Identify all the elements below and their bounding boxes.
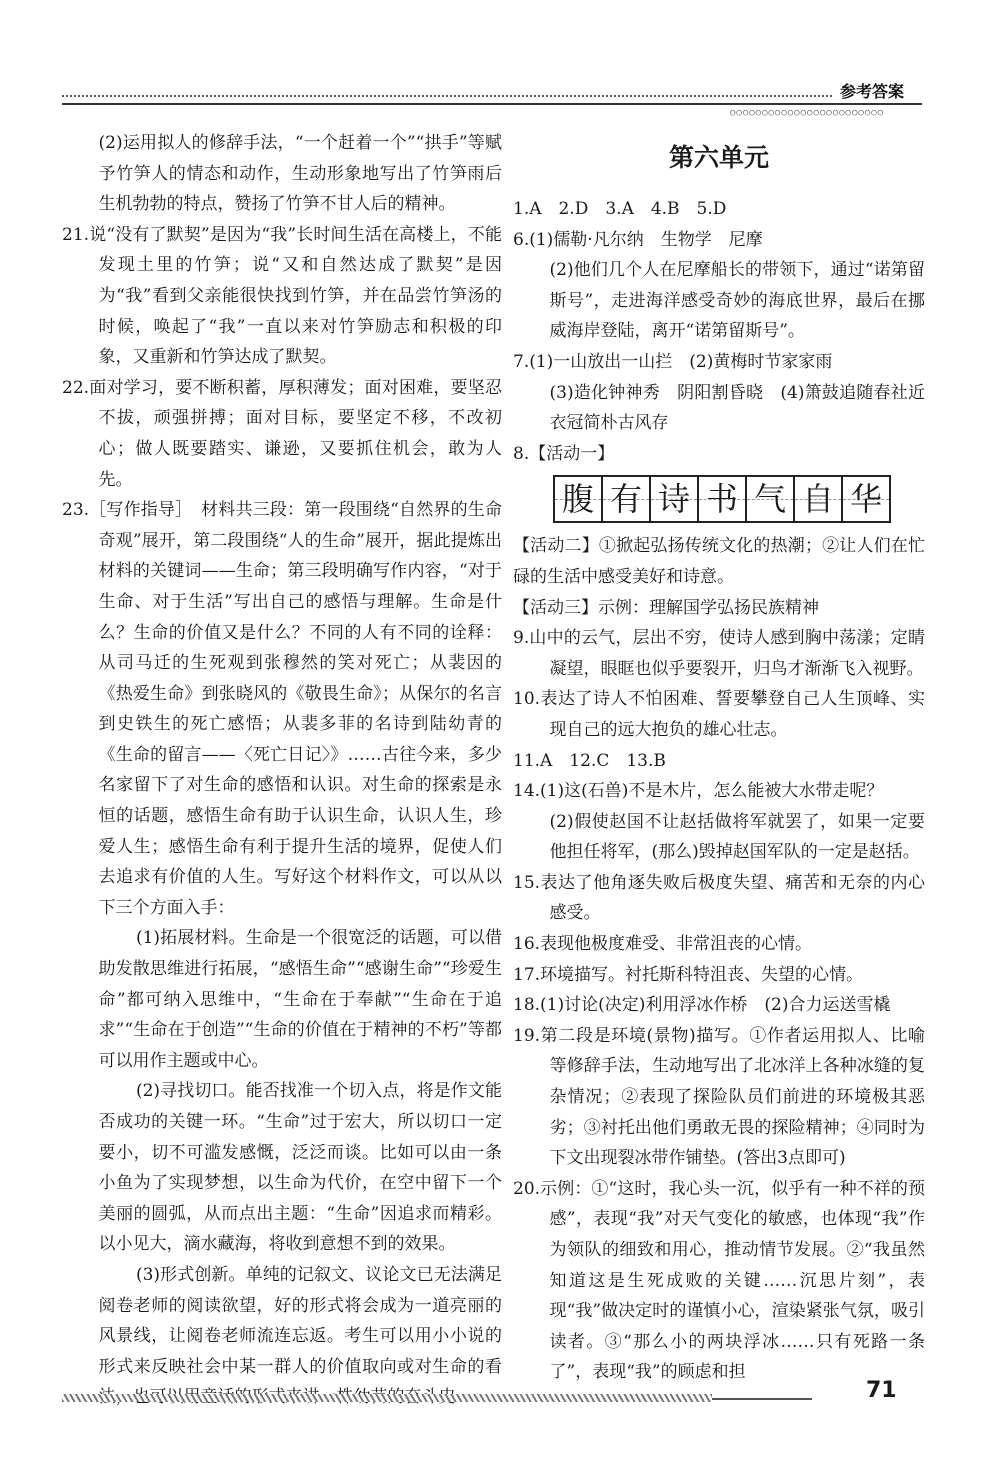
header-dotted-line (62, 95, 832, 97)
grid-cell: 气 (745, 475, 795, 523)
right-column (513, 128, 942, 1388)
answer-8-activity-3: 【活动三】示例：理解国学弘扬民族精神 (513, 597, 819, 618)
answer-22: 22.面对学习，要不断积蓄，厚积薄发；面对困难，要坚忍不拔，顽强拼搏；面对目标，要坚定不移，不改初心；做人既要踏实、谦逊，又要抓住机会，敢为人先。 (62, 377, 502, 490)
writing-tip-3: (3)形式创新。单纯的记叙文、议论文已无法满足阅卷老师的阅读欲望，好的形式将会成为一道亮丽的风景线，让阅卷老师流连忘返。考生可以用小小说的形式来反映社会中某一群人的价值取向或对生命的看 (98, 1264, 502, 1377)
answer-7-a: 7.(1)一山放出一山拦 (2)黄梅时节家家雨 (513, 351, 833, 372)
answer-7-b: (3)造化钟神秀 阴阳割昏晓 (4)箫鼓追随春社近 衣冠简朴古风存 (549, 382, 942, 434)
grid-cell: 自 (793, 475, 843, 523)
writing-tip-1: (1)拓展材料。生命是一个很宽泛的话题，可以借助发散思维进行拓展，“感悟生命”“感谢生命”“珍爱生命”都可纳入思维中，“生命在于奉献”“生命在于追求”“生命在于创造”“生命的价值在于精神的不朽”等都可以用作主题或中心。 (98, 928, 502, 1071)
footer-stripes (62, 1394, 712, 1402)
header-chain-decoration: ○○○○○○○○○○○○○○○○○○○○○○○○ (730, 108, 885, 118)
answer-19: 19.第二段是环境(景物)描写。①作者运用拟人、比喻等修辞手法，生动地写出了北冰洋上各种冰缝的复杂情况；②表现了探险队员们前进的环境极其恶劣；③衬托出他们勇敢无畏的探险精神；④同时为下文出现裂冰带作铺垫。(答出3点即可) (513, 1025, 925, 1169)
left-column (62, 128, 502, 1413)
grid-cell: 腹 (553, 475, 603, 523)
answer-6-2: (2)他们几个人在尼摩船长的带领下，通过“诺第留斯号”，走进海洋感受奇妙的海底世界，最后在挪威海岸登陆，离开“诺第留斯号”。 (549, 260, 925, 342)
writing-tip-2: (2)寻找切口。能否找准一个切入点，将是作文能否成功的关键一环。“生命”过于宏大，所以切口一定要小，切不可滥发感慨，泛泛而谈。比如可以由一条小鱼为了实现梦想，以生命为代价，在空中留下一个美丽的圆弧，从而点出主题：“生命”因追求而精彩。以小见大，滴水藏海，将收到意想不到的效果。 (98, 1081, 502, 1255)
page-header-title: 参考答案 (840, 82, 905, 101)
answer-14-1: 14.(1)这(石兽)不是木片，怎么能被大水带走呢？ (513, 781, 884, 802)
answer-20-2: (2)运用拟人的修辞手法，“一个赶着一个”“拱手”等赋予竹笋人的情态和动作，生动形象地写出了竹笋雨后生机勃勃的特点，赞扬了竹笋不甘人后的精神。 (98, 133, 502, 215)
answer-8-label: 8.【活动一】 (513, 443, 615, 464)
answer-17: 17.环境描写。衬托斯科特沮丧、失望的心情。 (513, 964, 864, 985)
answers-11-13: 11.A 12.C 13.B (513, 750, 666, 771)
grid-cell: 有 (601, 475, 651, 523)
answer-8-activity-2: 【活动二】①掀起弘扬传统文化的热潮；②让人们在忙碌的生活中感受美好和诗意。 (513, 536, 925, 587)
answer-23: 23.［写作指导］ 材料共三段：第一段围绕“自然界的生命奇观”展开，第二段围绕“人的生命”展开，据此提炼出材料的关键词——生命；第三段明确写作内容，“对于生命、对于生活”写出自己的感悟与理解。生命是什么？生命的价值又是什么？不同的人有不同的诠释：从司马迁的生死观到张穆然的笑对死亡；从裴因的《热爱生命》到张晓风的《敬畏生命》；从保尔的名言到史铁生的死亡感悟；从裴多菲的名诗到陆幼青的《生命的留言——〈死亡日记〉》……古往今来，多少名家留下了对生命的感悟和认识。对生命的探索是永恒的话题，感悟生命有助于认识生命，认识人生，珍爱人生；感悟生命有利于提升生活的境界，促使人们去追求有价值的人生。写好这个材料作文，可以从以下三个方面入手： (62, 500, 502, 918)
grid-cell: 诗 (649, 475, 699, 523)
grid-cell: 华 (841, 475, 891, 523)
answers-1-5: 1.A 2.D 3.A 4.B 5.D (513, 199, 727, 219)
answer-21: 21.说“没有了默契”是因为“我”长时间生活在高楼上，不能发现土里的竹笋；说“又和自然达成了默契”是因为“我”看到父亲能很快找到竹笋，并在品尝竹笋汤的时候，唤起了“我”一直以来对竹笋励志和积极的印象，又重新和竹笋达成了默契。 (62, 224, 502, 368)
answer-10: 10.表达了诗人不怕困难、誓要攀登自己人生顶峰、实现自己的远大抱负的雄心壮志。 (513, 689, 925, 740)
page-number: 71 (866, 1378, 897, 1403)
answer-20: 20.示例：①“这时，我心头一沉，似乎有一种不祥的预感”，表现“我”对天气变化的敏感，也体现“我”作为领队的细致和用心，推动情节发展。②“我虽然知道这是生死成败的关键……沉思片刻”，表现“我”做决定时的谨慎小心，渲染紧张气氛，吸引读者。③“那么小的两块浮冰……只有死路一条了”，表现“我”的顾虑和担 (513, 1178, 925, 1383)
unit-title: 第六单元 (668, 143, 769, 172)
footer-line (712, 1398, 812, 1400)
answer-9: 9.山中的云气，层出不穷，使诗人感到胸中荡漾；定睛凝望，眼眶也似乎要裂开，归鸟才渐渐飞入视野。 (513, 628, 925, 679)
answer-16: 16.表现他极度难受、非常沮丧的心情。 (513, 934, 813, 955)
answer-14-2: (2)假使赵国不让赵括做将军就罢了，如果一定要他担任将军，(那么)毁掉赵国军队的一定是赵括。 (549, 811, 925, 863)
answer-6-1: 6.(1)儒勒·凡尔纳 生物学 尼摩 (513, 229, 763, 250)
calligraphy-grid (553, 475, 925, 523)
answer-15: 15.表达了他角逐失败后极度失望、痛苦和无奈的内心感受。 (513, 872, 925, 924)
answer-18: 18.(1)讨论(决定)利用浮冰作桥 (2)合力运送雪橇 (513, 995, 891, 1016)
grid-cell: 书 (697, 475, 747, 523)
header-rule (62, 103, 922, 105)
